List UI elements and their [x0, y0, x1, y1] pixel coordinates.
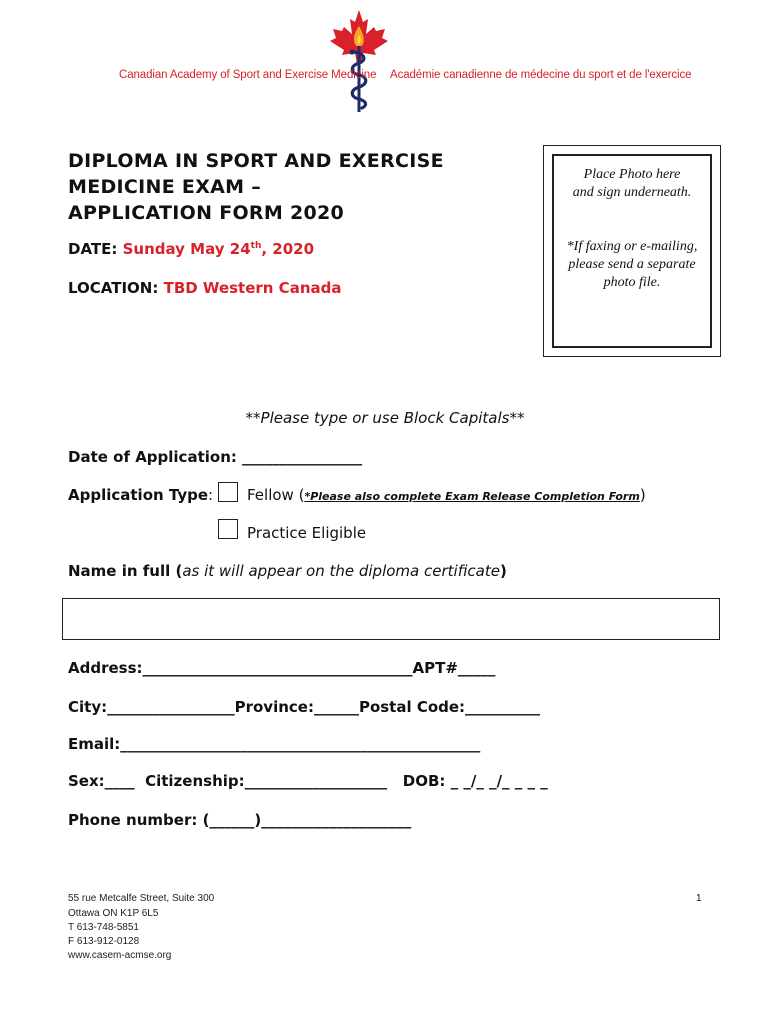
fellow-option	[247, 486, 646, 504]
full-name-field[interactable]	[62, 598, 720, 640]
application-type-colon: :	[208, 486, 214, 504]
photo-box	[543, 145, 721, 357]
title-line-3: APPLICATION FORM 2020	[68, 202, 345, 224]
full-name-note: as it will appear on the diploma certificate	[182, 562, 500, 580]
exam-date-year: , 2020	[261, 240, 315, 258]
fellow-option-close: )	[639, 486, 646, 504]
application-type-label: Application Type	[68, 486, 209, 504]
exam-date-day: Sunday May 24	[122, 240, 251, 258]
fellow-option-label: Fellow (	[247, 486, 305, 504]
exam-location-label: LOCATION:	[68, 279, 159, 297]
practice-eligible-label: Practice Eligible	[247, 524, 367, 542]
full-name-close: )	[499, 562, 507, 580]
footer-address-line-2: Ottawa ON K1P 6L5	[68, 908, 159, 919]
footer-fax: F 613-912-0128	[68, 936, 140, 947]
full-name-label-row	[68, 562, 507, 580]
title-line-2: MEDICINE EXAM –	[68, 176, 262, 198]
exam-location-row	[68, 279, 341, 297]
title-line-1: DIPLOMA IN SPORT AND EXERCISE	[68, 150, 444, 172]
fellow-option-note: *Please also complete Exam Release Completion Form	[304, 490, 640, 503]
photo-fax-note: *If faxing or e-mailing, please send a separate photo file.	[566, 239, 698, 290]
phone-number-field[interactable]: Phone number: (______)____________________	[68, 811, 412, 829]
org-name-fr: Académie canadienne de médecine du sport et de l'exercice	[390, 69, 692, 81]
photo-instruction: Place Photo here and sign underneath.	[572, 167, 692, 200]
date-of-application-row	[68, 448, 362, 466]
address-field[interactable]: Address:____________________________________APT#_____	[68, 659, 496, 677]
page-title	[68, 148, 498, 226]
practice-eligible-checkbox[interactable]	[218, 519, 238, 539]
exam-location-value: TBD Western Canada	[163, 279, 342, 297]
form-instruction: **Please type or use Block Capitals**	[245, 409, 525, 427]
exam-date-value	[123, 240, 314, 258]
date-of-application-field[interactable]: ________________	[242, 448, 363, 466]
photo-area	[552, 154, 712, 348]
footer-address-line-1: 55 rue Metcalfe Street, Suite 300	[68, 893, 215, 904]
footer-website[interactable]: www.casem-acmse.org	[68, 950, 172, 961]
footer-phone: T 613-748-5851	[68, 922, 139, 933]
exam-date-row	[68, 240, 314, 258]
fellow-checkbox[interactable]	[218, 482, 238, 502]
exam-date-label: DATE:	[68, 240, 118, 258]
sex-citizenship-dob-field[interactable]: Sex:____ Citizenship:___________________ DOB: _ _/_ _/_ _ _ _	[68, 772, 548, 790]
email-field[interactable]: Email:________________________________________________	[68, 735, 481, 753]
date-of-application-label: Date of Application:	[68, 448, 237, 466]
city-province-postal-field[interactable]: City:_________________Province:______Postal Code:__________	[68, 698, 541, 716]
exam-date-suffix: th	[250, 241, 262, 251]
full-name-label: Name in full (	[68, 562, 183, 580]
org-name-en: Canadian Academy of Sport and Exercise Medicine	[119, 69, 377, 81]
page-number: 1	[696, 893, 702, 904]
application-type-label-row	[68, 486, 213, 504]
casem-logo	[326, 8, 392, 116]
